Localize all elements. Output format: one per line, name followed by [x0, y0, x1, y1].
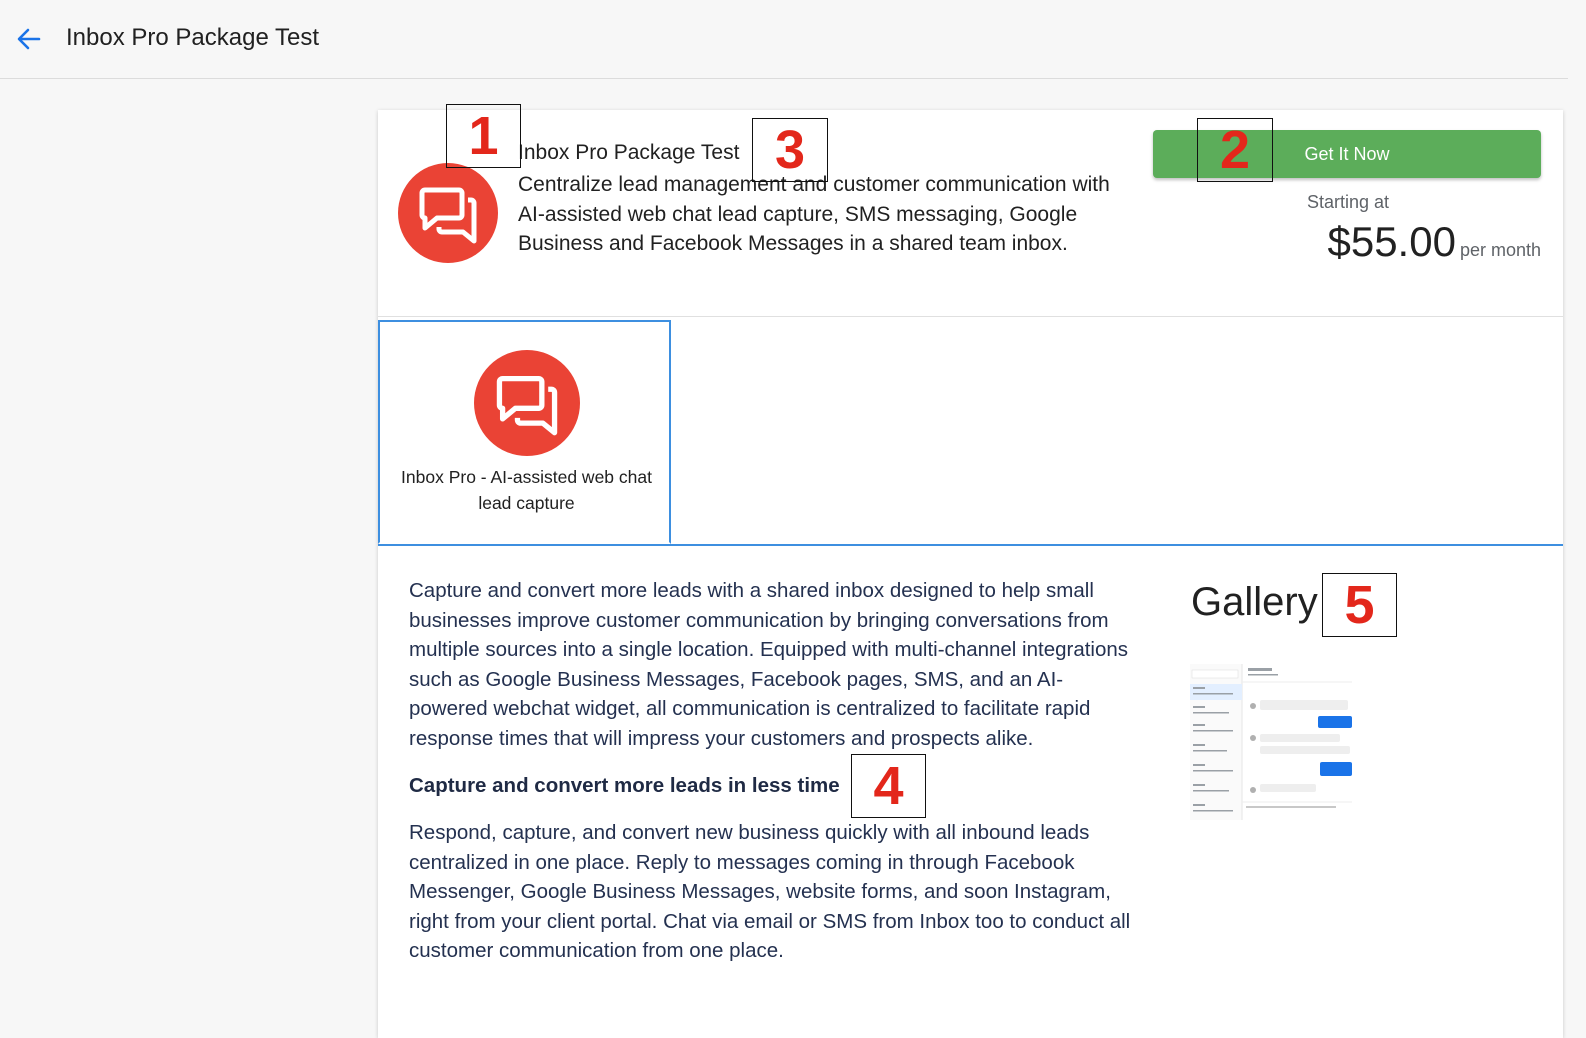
detail-paragraph: Respond, capture, and convert new business quickly with all inbound leads centralized in one place. Reply to messages coming in through Facebook Messenger, Google Business Messages, website forms, and soon Instagram, right from your client portal. Chat via email or SMS from Inbox too to conduct all customer communication from one place.: [409, 821, 1131, 962]
annotation-marker-1: 1: [446, 104, 521, 168]
section-heading: Capture and convert more leads in less time: [409, 774, 840, 797]
product-hero: [378, 110, 1563, 317]
inbox-screenshot-image: [1190, 664, 1352, 820]
intro-paragraph: Capture and convert more leads with a shared inbox designed to help small businesses improve customer communication by bringing conversations from multiple sources into a single location. Equipped with multi-channel integrations such as Google Business Messages, Facebook pages, SMS, and an AI-powered webchat widget, all communication is centralized to facilitate rapid response times that will impress your customers and prospects alike.: [409, 579, 1129, 750]
back-button[interactable]: [14, 24, 44, 54]
annotation-marker-5: 5: [1322, 573, 1397, 637]
tab-inbox-pro[interactable]: [378, 320, 671, 544]
product-description: Centralize lead management and customer communication with AI-assisted web chat lead capture, SMS messaging, Google Business and Facebook Messages in a shared team inbox.: [518, 173, 1110, 255]
price-value: $55.00: [1327, 218, 1456, 265]
annotation-marker-4: 4: [851, 754, 926, 818]
starting-at-label: Starting at: [1306, 192, 1390, 212]
gallery-title: Gallery: [1191, 580, 1318, 624]
top-bar: [0, 0, 1568, 79]
price-period: per month: [1459, 240, 1541, 260]
tab-label: Inbox Pro - AI-assisted web chat lead capture: [401, 467, 652, 513]
price-row: [1327, 218, 1541, 266]
page-title: Inbox Pro Package Test: [66, 24, 320, 51]
chat-bubbles-icon: [474, 350, 580, 456]
arrow-left-icon: [14, 24, 44, 54]
chat-bubbles-icon: [398, 163, 498, 263]
get-it-now-button[interactable]: Get It Now: [1153, 130, 1541, 178]
product-name: Inbox Pro Package Test: [518, 141, 740, 164]
annotation-marker-3: 3: [752, 118, 828, 182]
product-tabs: [378, 320, 1563, 546]
gallery-thumbnail[interactable]: [1190, 664, 1352, 820]
annotation-marker-2: 2: [1197, 118, 1273, 182]
product-details: [409, 576, 1134, 966]
